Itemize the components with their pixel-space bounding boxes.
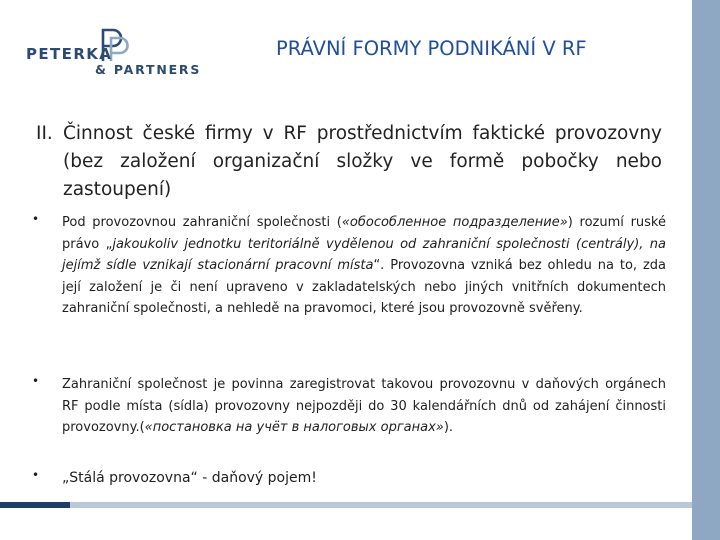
company-logo: [26, 28, 206, 78]
bullet-text-part: “. Provozovna vzniká bez ohledu na to, zda její založení je či není upraveno v zakladatelských nebo jiných vnitřních dokumentech zahraniční společnosti, a nehledě na pravomoci, které jsou provozovně svěřeny.: [62, 258, 666, 316]
bullet-text-part: Zahraniční společnost je povinna zaregistrovat takovou provozovnu v daňových orgánech RF podle místa (sídla) provozovny nejpozději do 30 kalendářních dnů od zahájení činnosti provozovny.(: [62, 377, 666, 435]
bullet-dot-icon: •: [32, 468, 40, 482]
bullet-item: [26, 468, 666, 490]
section-heading-text: Činnost české firmy v RF prostřednictvím faktické provozovny (bez založení organizační složky ve formě pobočky nebo zastoupení): [63, 123, 662, 200]
bullet-text-definition: jakoukoliv jednotku teritoriálně vydělenou od zahraniční společnosti (centrály), na jejímž sídle vznikají stacionární pracovní místa: [62, 236, 667, 273]
bottom-accent-bar-dark: [0, 502, 70, 508]
bullet-text-part: ).: [443, 420, 454, 435]
logo-word-partners: & PARTNERS: [95, 62, 202, 77]
section-number: II.: [36, 123, 53, 144]
bullet-text-part: „Stálá provozovna“ - daňový pojem!: [62, 470, 317, 486]
bullet-text-part: ) rozumí ruské právo „: [62, 215, 666, 252]
section-heading: [36, 120, 662, 204]
bottom-accent-bar-light: [70, 502, 692, 508]
logo-word-peterka: PETERKA: [26, 45, 113, 63]
bullet-dot-icon: •: [32, 212, 40, 226]
bullet-text: [62, 212, 666, 320]
bullet-item: [26, 374, 666, 439]
bullet-text-russian-term: «обособленное подразделение»: [341, 215, 568, 230]
bullet-dot-icon: •: [32, 374, 40, 388]
bullet-text: [62, 374, 666, 439]
bullet-text-russian-term: «постановка на учёт в налоговых органах»: [144, 420, 444, 435]
bullet-text-part: Pod provozovnou zahraniční společnosti (: [62, 215, 342, 230]
bullet-item: [26, 212, 666, 320]
slide-title: PRÁVNÍ FORMY PODNIKÁNÍ V RF: [276, 37, 587, 60]
right-accent-bar: [692, 0, 720, 540]
bullet-text: [62, 468, 666, 490]
